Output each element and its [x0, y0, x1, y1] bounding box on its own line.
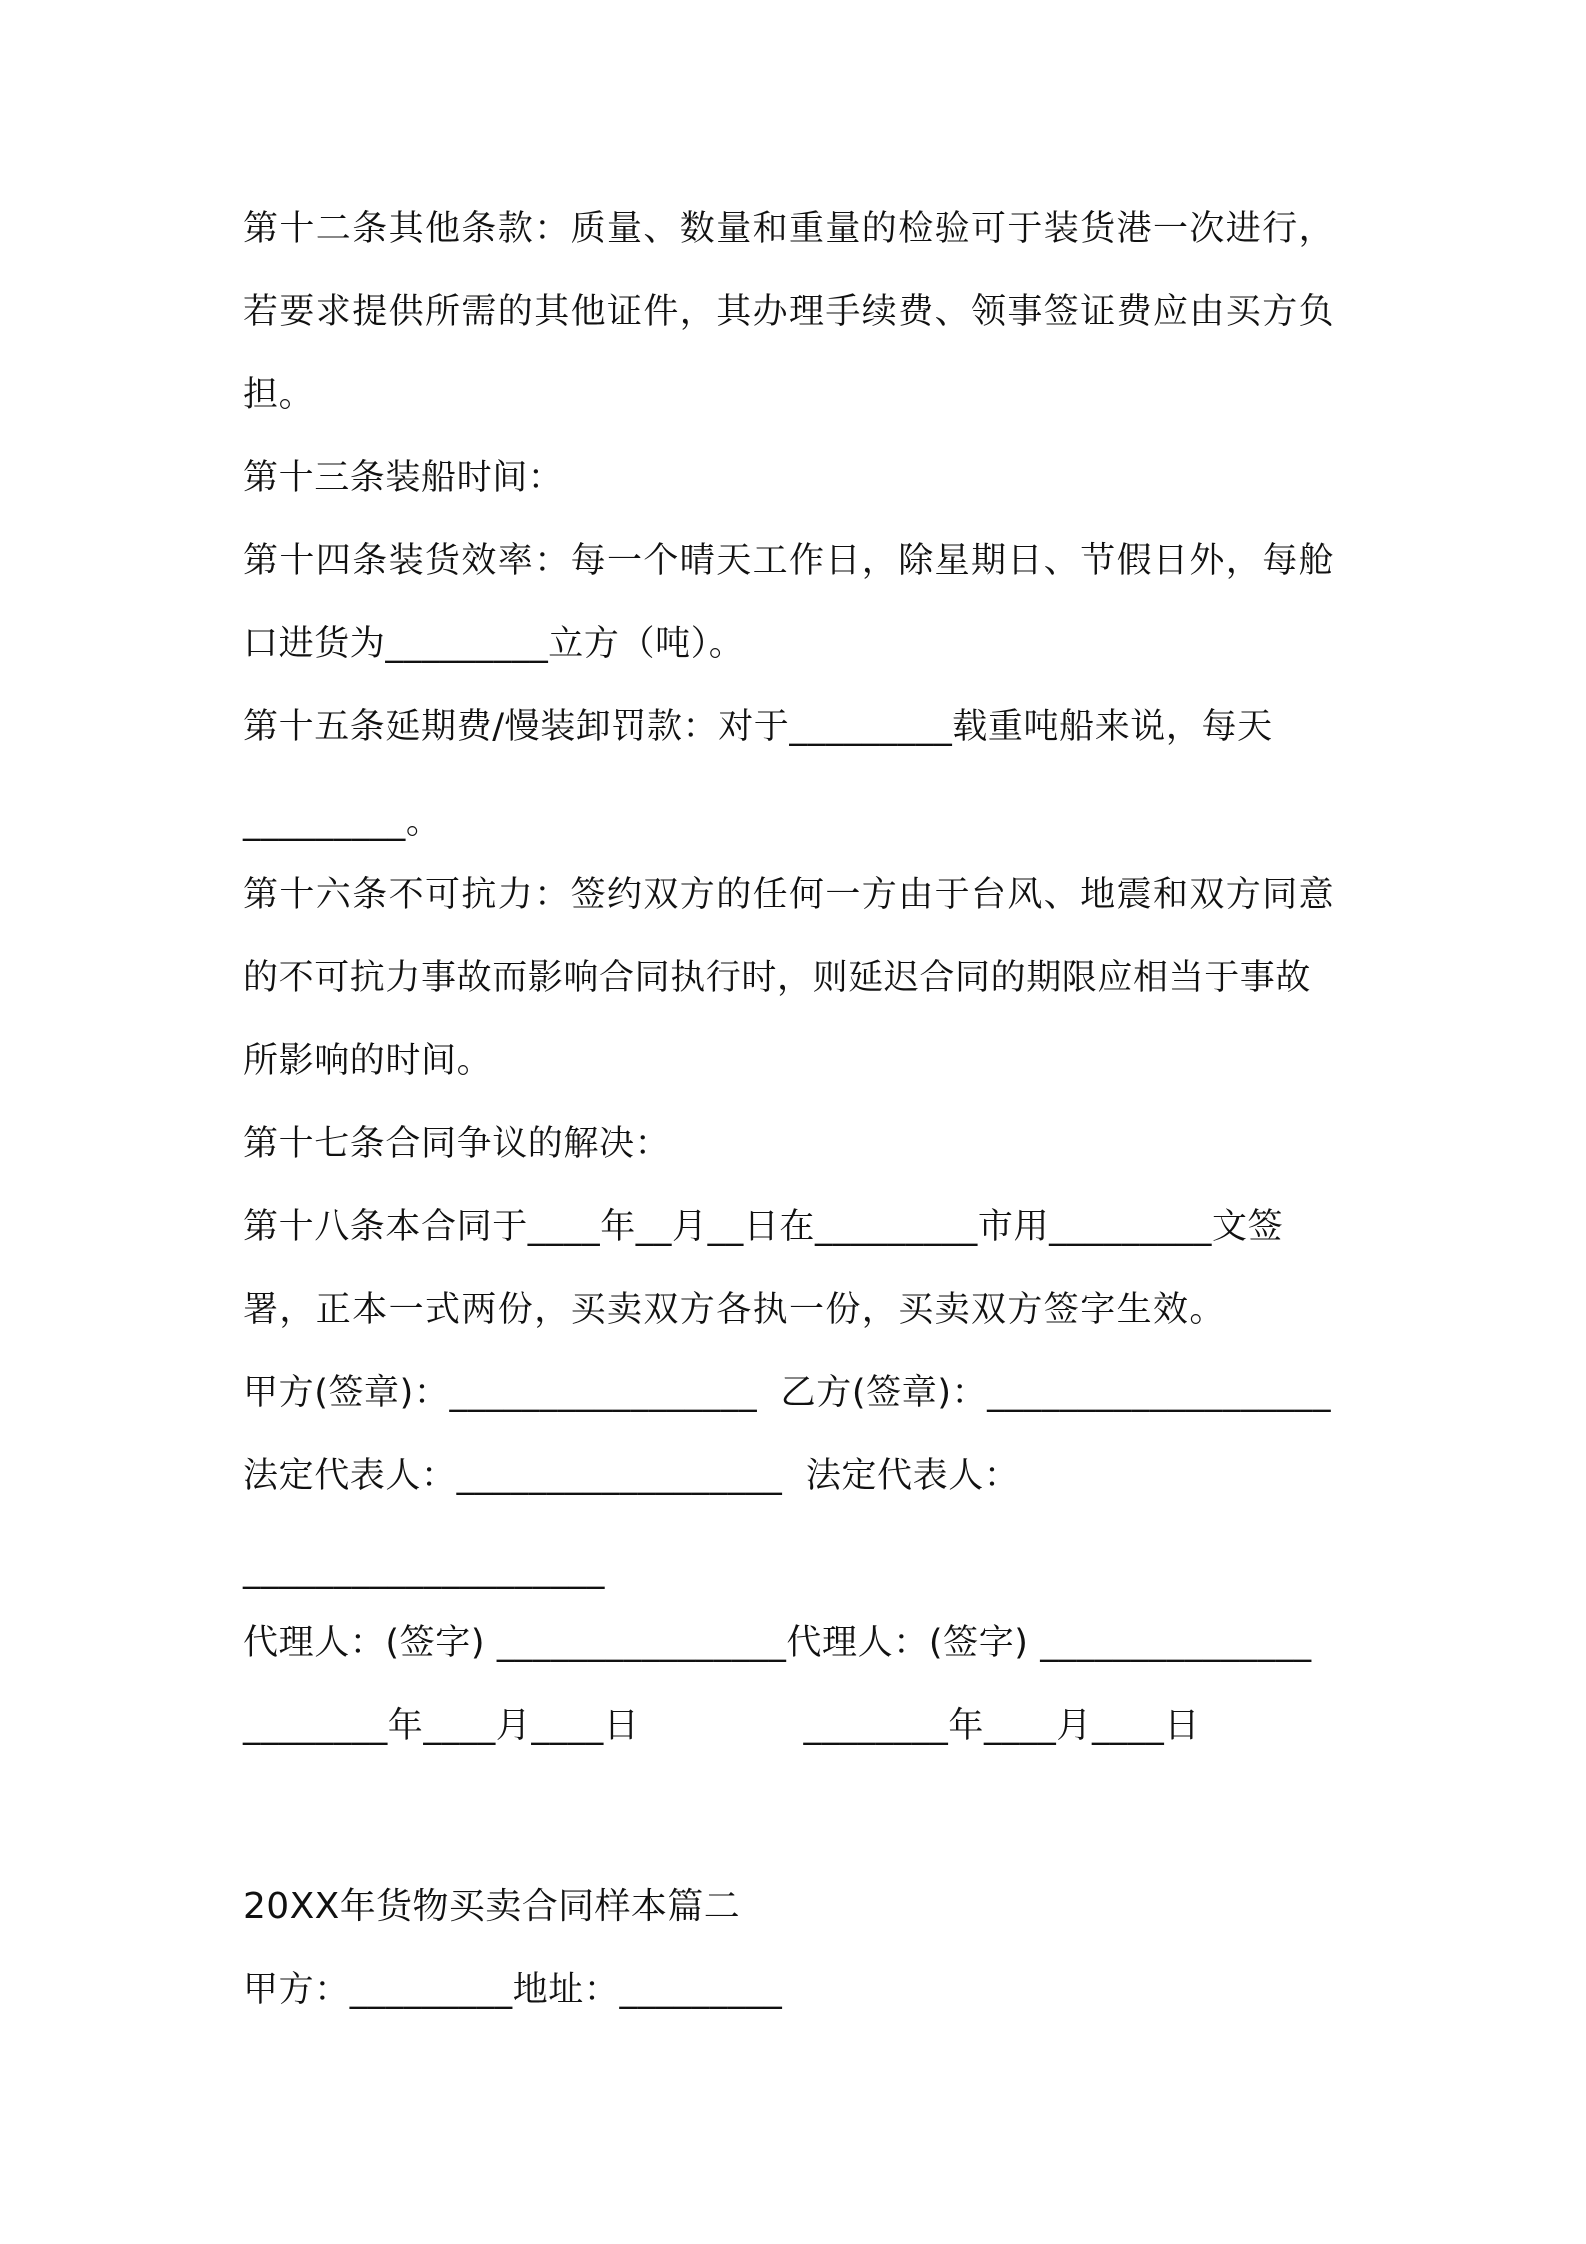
clause-18-line-1: 第十八条本合同于____年__月__日在_________市用_________文签 — [243, 1207, 1284, 1247]
party-a-address: 甲方：_________地址：_________ — [243, 1970, 783, 2010]
clause-12-line-1: 第十二条其他条款：质量、数量和重量的检验可于装货港一次进行， — [243, 209, 1336, 249]
clause-13: 第十三条装船时间： — [243, 458, 564, 498]
clause-12-line-2: 若要求提供所需的其他证件，其办理手续费、领事签证费应由买方负 — [243, 292, 1336, 332]
clause-18-line-2: 署，正本一式两份，买卖双方各执一份，买卖双方签字生效。 — [243, 1290, 1226, 1330]
clause-16-line-2: 的不可抗力事故而影响合同执行时，则延迟合同的期限应相当于事故 — [243, 958, 1312, 998]
agents-signatures: 代理人：(签字) ________________代理人：(签字) _______________ — [243, 1623, 1312, 1663]
legal-representative-blank: ____________________ — [243, 1550, 605, 1590]
signature-dates: ________年____月____日 ________年____月____日 — [243, 1706, 1200, 1746]
section-title: 20XX年货物买卖合同样本篇二 — [243, 1886, 741, 1927]
party-signatures: 甲方(签章)：_________________ 乙方(签章)：___________________ — [243, 1373, 1332, 1413]
clause-14-line-1: 第十四条装货效率：每一个晴天工作日，除星期日、节假日外，每舱 — [243, 541, 1336, 581]
clause-14-line-2: 口进货为_________立方（吨）。 — [243, 624, 745, 664]
clause-15-line-1: 第十五条延期费/慢装卸罚款：对于_________载重吨船来说，每天 — [243, 707, 1273, 747]
clause-16-line-3: 所影响的时间。 — [243, 1041, 493, 1081]
clause-15-line-2: _________。 — [243, 802, 442, 842]
legal-representatives: 法定代表人：__________________ 法定代表人： — [243, 1456, 1020, 1496]
clause-12-line-3: 担。 — [243, 375, 315, 415]
clause-17: 第十七条合同争议的解决： — [243, 1124, 671, 1164]
clause-16-line-1: 第十六条不可抗力：签约双方的任何一方由于台风、地震和双方同意 — [243, 875, 1336, 915]
